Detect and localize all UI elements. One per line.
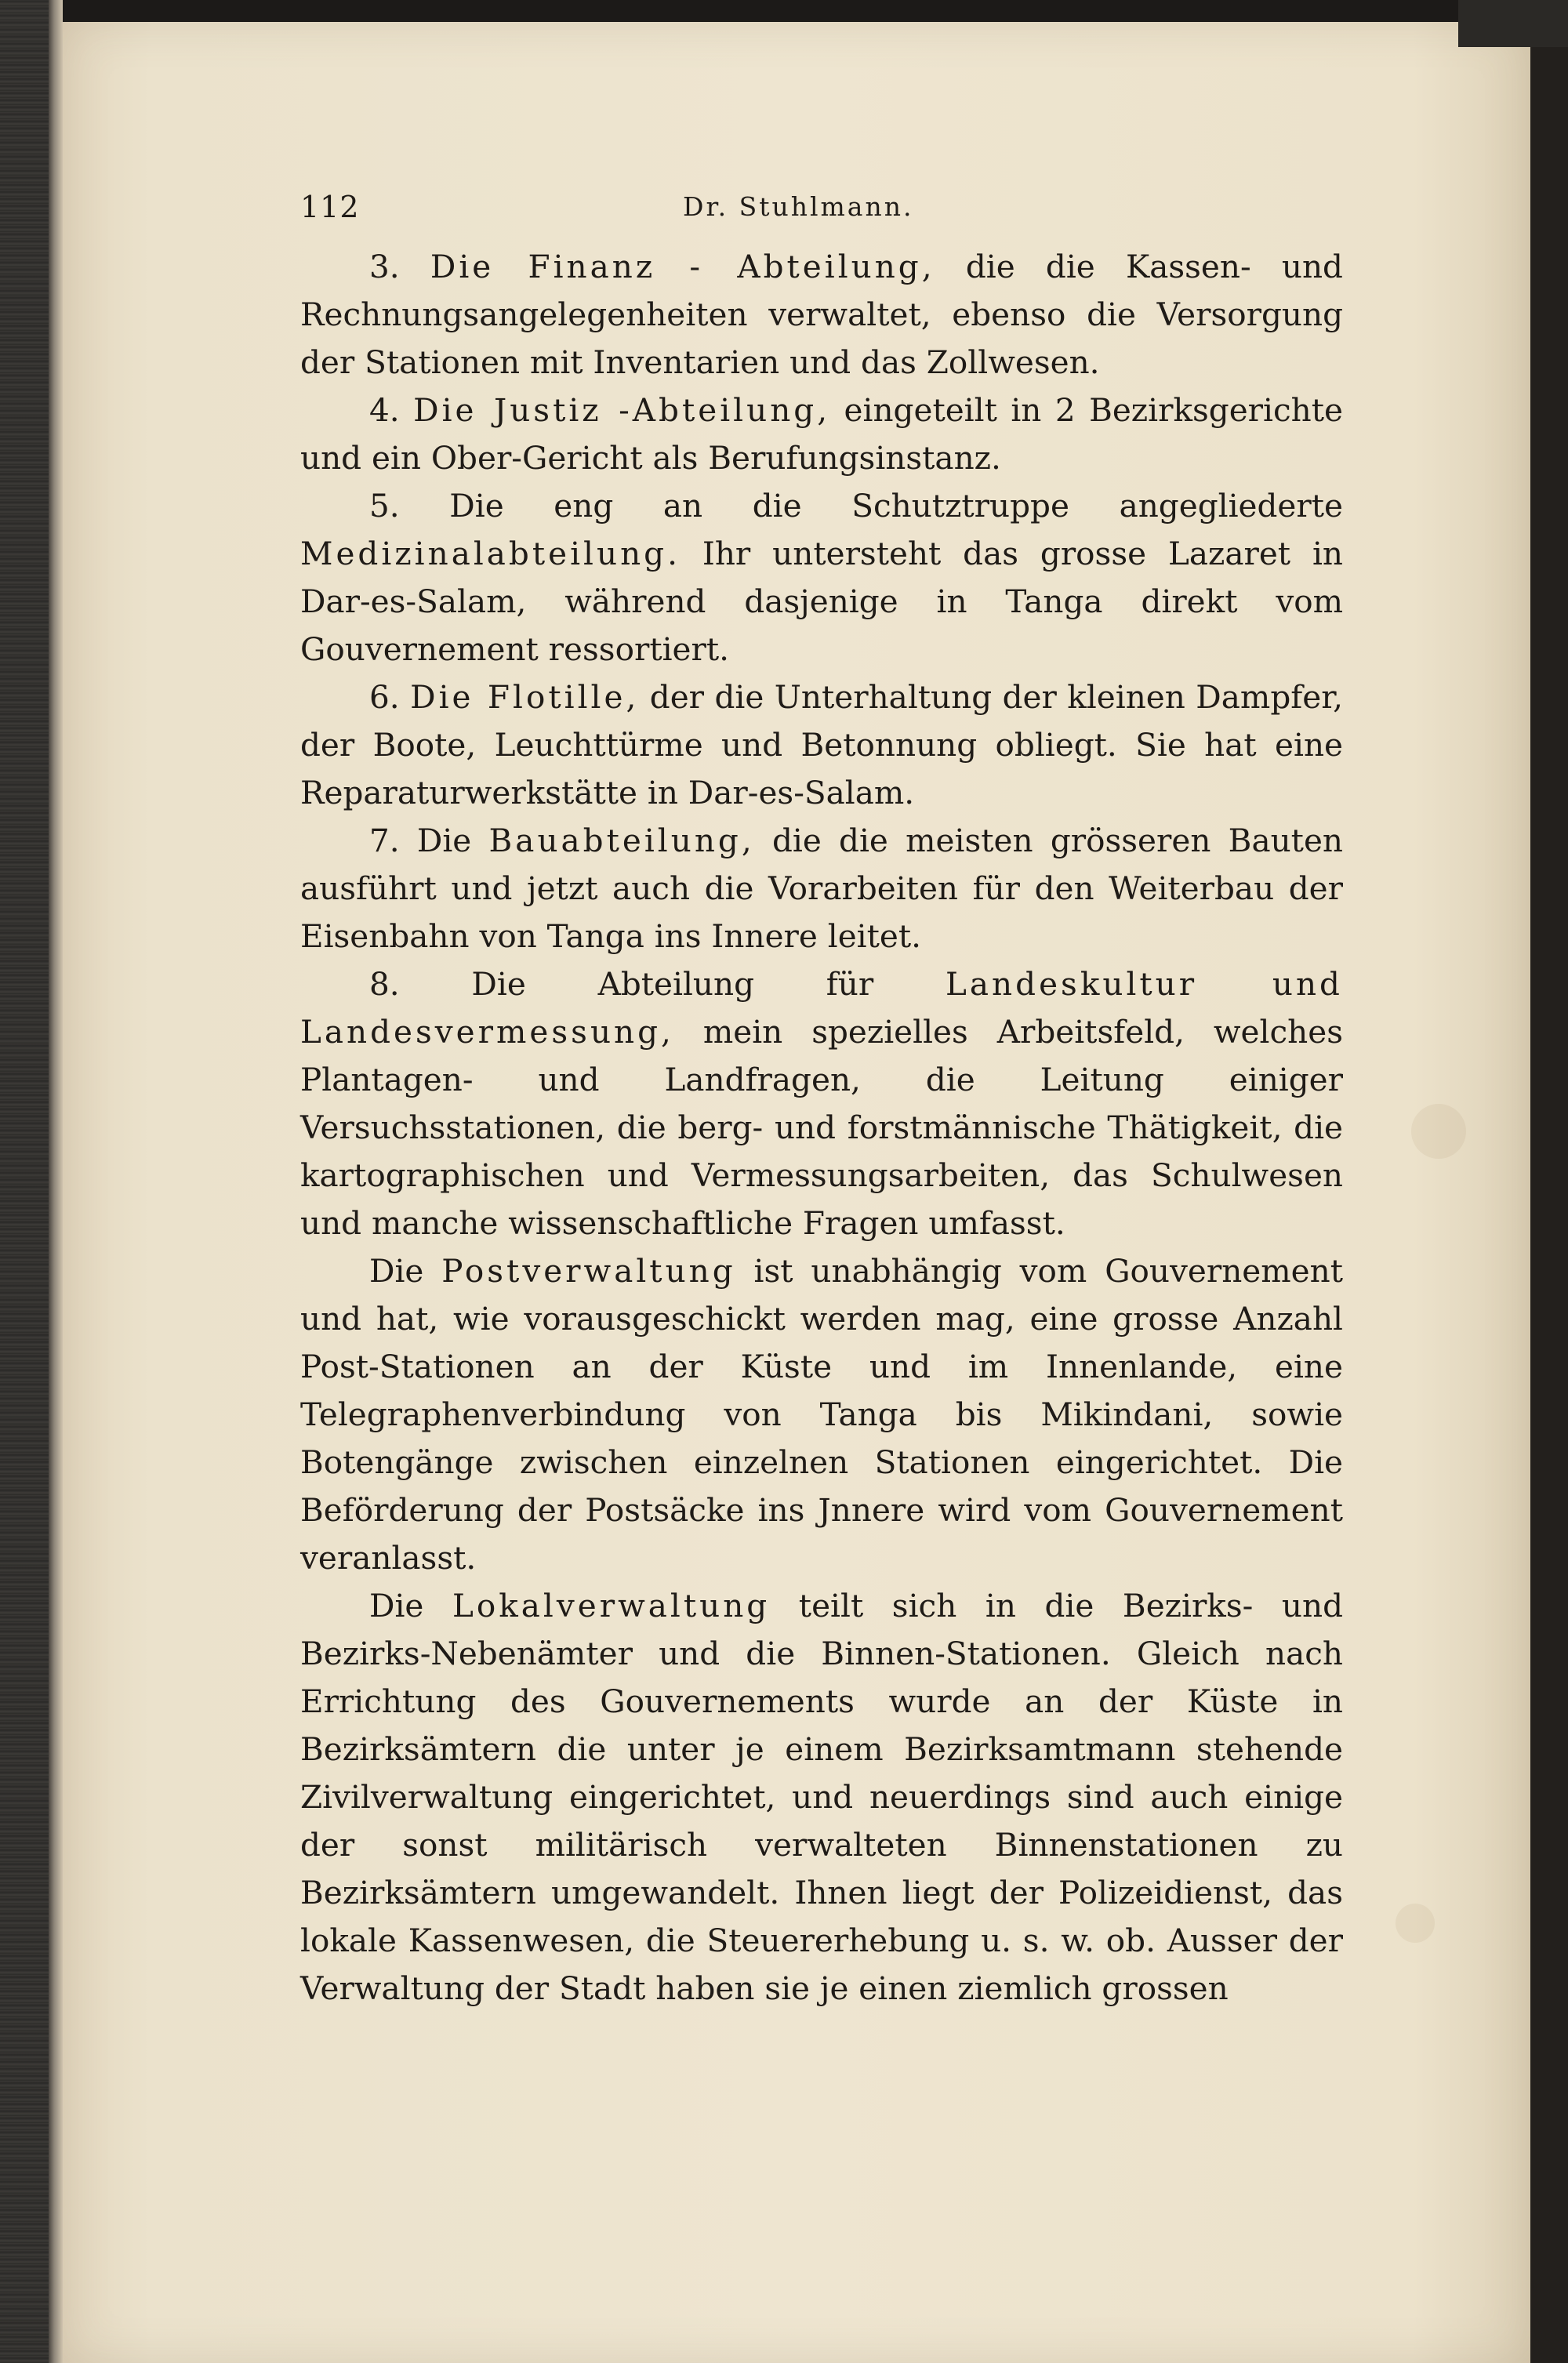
paragraph-justice-department — [300, 387, 1343, 482]
spaced-term: Bauabteilung, — [488, 822, 755, 859]
page-number: 112 — [300, 190, 360, 224]
paragraph-flotilla — [300, 673, 1343, 817]
spaced-term: Lokalverwaltung — [452, 1587, 771, 1624]
paragraph-body: die die Kassen- und Rechnungsangelegenheiten verwaltet, ebenso die Versorgung der Stationen mit Inventarien und das Zollwesen. — [300, 248, 1343, 381]
paragraph-body: teilt sich in die Bezirks- und Bezirks-Nebenämter und die Binnen-Stationen. Gleich nach Errichtung des Gouvernements wurde an der Küste in Bezirksämtern die unter je einem Bezirksamtmann stehende Zivilverwaltung eingerichtet, und neuerdings sind auch einige der sonst militärisch verwalteten Binnenstationen zu Bezirksämtern umgewandelt. Ihnen liegt der Polizeidienst, das lokale Kassenwesen, die Steuererhebung u. s. w. ob. Ausser der Verwaltung der Stadt haben sie je einen ziemlich grossen — [300, 1587, 1343, 2007]
paragraph-lead: 7. Die — [369, 822, 489, 859]
scanner-right-border — [1530, 0, 1568, 2363]
running-header — [300, 180, 1343, 243]
paragraph-lead: 3. — [369, 248, 430, 285]
paragraph-finance-department — [300, 243, 1343, 387]
paragraph-local-administration — [300, 1582, 1343, 2013]
scanner-corner — [1458, 0, 1568, 47]
paragraph-lead: 6. — [369, 678, 411, 716]
paragraph-body: mein spezielles Arbeitsfeld, welches Plantagen- und Landfragen, die Leitung einiger Versuchsstationen, die berg- und forstmännische Thätigkeit, die kartographischen und Vermessungsarbeiten, das Schulwesen und manche wissenschaftliche Fragen umfasst. — [300, 1013, 1343, 1242]
paragraph-postal-administration — [300, 1247, 1343, 1582]
paragraph-body: Ihr untersteht das grosse Lazaret in Dar-es-Salam, während dasjenige in Tanga direkt vom Gouvernement ressortiert. — [300, 535, 1343, 668]
running-header-title: Dr. Stuhlmann. — [683, 191, 914, 222]
paragraph-body: der die Unterhaltung der kleinen Dampfer, der Boote, Leuchttürme und Betonnung obliegt. Sie hat eine Reparaturwerkstätte in Dar-es-Salam. — [300, 678, 1343, 811]
spaced-term: Die Finanz - Abteilung, — [430, 248, 935, 285]
page-text-block — [300, 180, 1343, 2013]
spaced-term: Die Flotille, — [410, 678, 640, 716]
paragraph-lead: 5. Die eng an die Schutztruppe angegliederte — [369, 487, 1343, 525]
spaced-term: Die Justiz -Abteilung, — [413, 391, 831, 429]
spaced-term: Landeskultur und Landesvermessung, — [300, 965, 1343, 1051]
paragraph-land-culture-department — [300, 960, 1343, 1247]
spaced-term: Medizinalabteilung. — [300, 535, 681, 572]
paper-stain — [1411, 1104, 1466, 1159]
paragraph-body: eingeteilt in 2 Bezirksgerichte und ein Ober-Gericht als Berufungsinstanz. — [300, 391, 1343, 477]
paragraph-body: ist unabhängig vom Gouvernement und hat, wie vorausgeschickt werden mag, eine grosse Anzahl Post-Stationen an der Küste und im Innenlande, eine Telegraphenverbindung von Tanga bis Mikindani, sowie Botengänge zwischen einzelnen Stationen eingerichtet. Die Beförderung der Postsäcke ins Jnnere wird vom Gouvernement veranlasst. — [300, 1252, 1343, 1577]
paragraph-medical-department — [300, 482, 1343, 673]
page-gutter-edge — [49, 0, 63, 2363]
book-binding-spine — [0, 0, 49, 2363]
paper-stain — [1396, 1904, 1435, 1943]
scanner-top-border — [0, 0, 1568, 24]
paragraph-body: die die meisten grösseren Bauten ausführt und jetzt auch die Vorarbeiten für den Weiterbau der Eisenbahn von Tanga ins Innere leitet. — [300, 822, 1344, 955]
paragraph-lead: Die — [369, 1587, 452, 1624]
paragraph-lead: Die — [369, 1252, 442, 1290]
paragraph-construction-department — [300, 817, 1343, 960]
spaced-term: Postverwaltung — [441, 1252, 736, 1290]
paragraph-lead: 8. Die Abteilung für — [369, 965, 946, 1003]
paragraph-lead: 4. — [369, 391, 414, 429]
